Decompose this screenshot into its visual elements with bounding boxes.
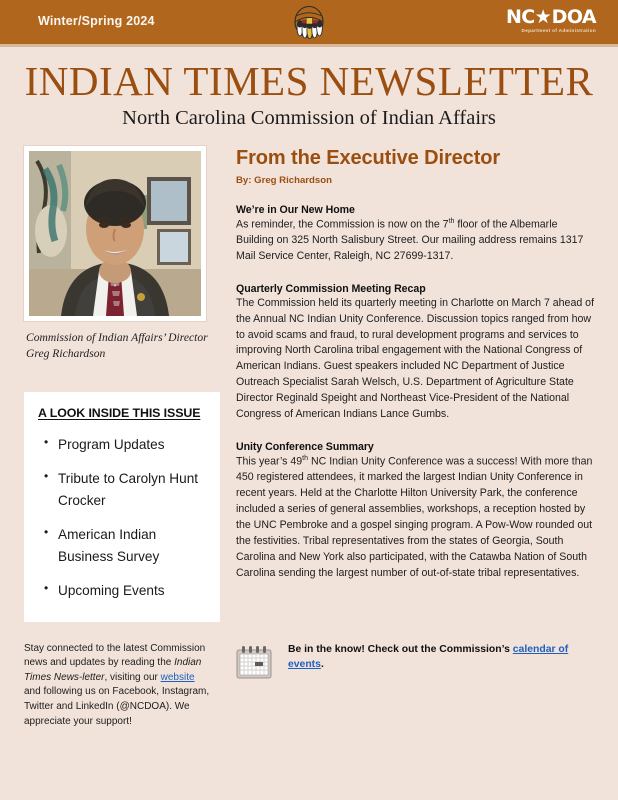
section-body-part-2: floor of the Albemarle Building on 325 North Salisbury Street. Our mailing address remains 1317 Mail Service Center, Raleigh, NC 27699-1317. bbox=[236, 218, 584, 262]
section-body bbox=[236, 454, 594, 582]
footer-calendar-text bbox=[288, 642, 594, 672]
list-item[interactable]: • Program Updates bbox=[58, 434, 212, 456]
footer bbox=[0, 622, 618, 730]
article-section-meeting-recap bbox=[236, 283, 594, 423]
list-item[interactable]: • Tribute to Carolyn Hunt Crocker bbox=[58, 468, 212, 512]
section-body-part-1: As reminder, the Commission is now on the 7 bbox=[236, 218, 449, 231]
website-link[interactable]: website bbox=[160, 671, 195, 683]
section-heading: Quarterly Commission Meeting Recap bbox=[236, 282, 426, 295]
article-title: From the Executive Director bbox=[236, 146, 501, 169]
logo-doa: DOA bbox=[551, 6, 596, 28]
left-column bbox=[24, 146, 220, 622]
list-item[interactable]: • Upcoming Events bbox=[58, 580, 212, 602]
footer-text-part-2: , visiting our bbox=[104, 671, 161, 683]
look-inside-title: A LOOK INSIDE THIS ISSUE bbox=[38, 405, 201, 420]
footer-newsletter-name: Indian Times News-letter bbox=[24, 657, 202, 683]
footer-text-part-1: Stay connected to the latest Commission news and updates by reading the bbox=[24, 642, 206, 669]
footer-text-part-3: and following us on Facebook, Instagram, Twitter and LinkedIn (@NCDOA). We appreciate your support! bbox=[24, 686, 210, 727]
ordinal-suffix: th bbox=[302, 454, 308, 462]
calendar-of-events-link[interactable]: calendar of events bbox=[288, 643, 569, 670]
right-column bbox=[220, 146, 594, 622]
article-section-unity-conference bbox=[236, 441, 594, 582]
section-heading: Unity Conference Summary bbox=[236, 440, 374, 453]
header-band bbox=[0, 0, 618, 47]
article-section-new-home bbox=[236, 204, 594, 265]
article-byline: By: Greg Richardson bbox=[236, 174, 332, 186]
director-photo bbox=[29, 151, 201, 316]
list-item[interactable]: • American Indian Business Survey bbox=[58, 524, 212, 568]
section-body-part-1: This year’s 49 bbox=[236, 455, 303, 468]
section-body bbox=[236, 217, 594, 265]
issue-date: Winter/Spring 2024 bbox=[38, 14, 155, 28]
page-title: INDIAN TIMES NEWSLETTER bbox=[24, 58, 594, 104]
logo-nc: NC bbox=[505, 6, 535, 28]
footer-right bbox=[220, 642, 594, 680]
director-photo-frame bbox=[24, 146, 206, 321]
ordinal-suffix: th bbox=[448, 217, 455, 225]
photo-caption bbox=[24, 330, 212, 362]
caption-line-2: Greg Richardson bbox=[26, 346, 106, 360]
footer-period: . bbox=[320, 658, 324, 670]
section-body: The Commission held its quarterly meeting in Charlotte on March 7 ahead of the Annual NC Indian Unity Conference. Discussion topics ranged from how to avoid scams and fraud, to rural development programs and services to improving North Carolina tribal engagement with the National Congress of American Indians. Guest speakers included NC Department of Justice Outreach Specialist Sarah Welsch, U.S. Department of Agriculture State Director Reginald Speight and Northeast Vice-President of the National Congress of American Indians Lance Gumbs. bbox=[236, 296, 595, 421]
ncdoa-logo bbox=[506, 8, 596, 34]
caption-line-1: Commission of Indian Affairs’ Director bbox=[26, 330, 208, 344]
look-inside-list bbox=[32, 434, 212, 602]
tribal-seal-icon bbox=[288, 3, 330, 45]
masthead bbox=[0, 47, 618, 130]
look-inside-box bbox=[24, 392, 220, 622]
calendar-icon bbox=[236, 646, 272, 680]
page-subtitle: North Carolina Commission of Indian Affairs bbox=[122, 107, 496, 130]
footer-headline: Be in the know! Check out the Commission’s bbox=[288, 643, 513, 655]
logo-star-icon: ★ bbox=[534, 6, 552, 28]
section-heading: We’re in Our New Home bbox=[236, 203, 355, 216]
section-body-part-2: NC Indian Unity Conference was a success! With more than 450 registered attendees, it marked the largest Indian Unity Conference in recent years. Held at the Charlotte Hilton University Park, the conference included a series of general assemblies, workshops, a reception hosted by the UNC Pembroke and a gospel singing program. A Pow-Wow rounded out the festivities. Tribal representatives from the states of Georgia, South Carolina and New York also participated, with the Catawba Nation of South Carolina sending the largest number of out-of-state tribal representatives. bbox=[236, 455, 593, 579]
logo-subtitle: Department of Administration bbox=[521, 28, 596, 33]
footer-left bbox=[24, 642, 220, 730]
main-content bbox=[0, 130, 618, 622]
footer-stay-connected-text bbox=[24, 642, 212, 730]
